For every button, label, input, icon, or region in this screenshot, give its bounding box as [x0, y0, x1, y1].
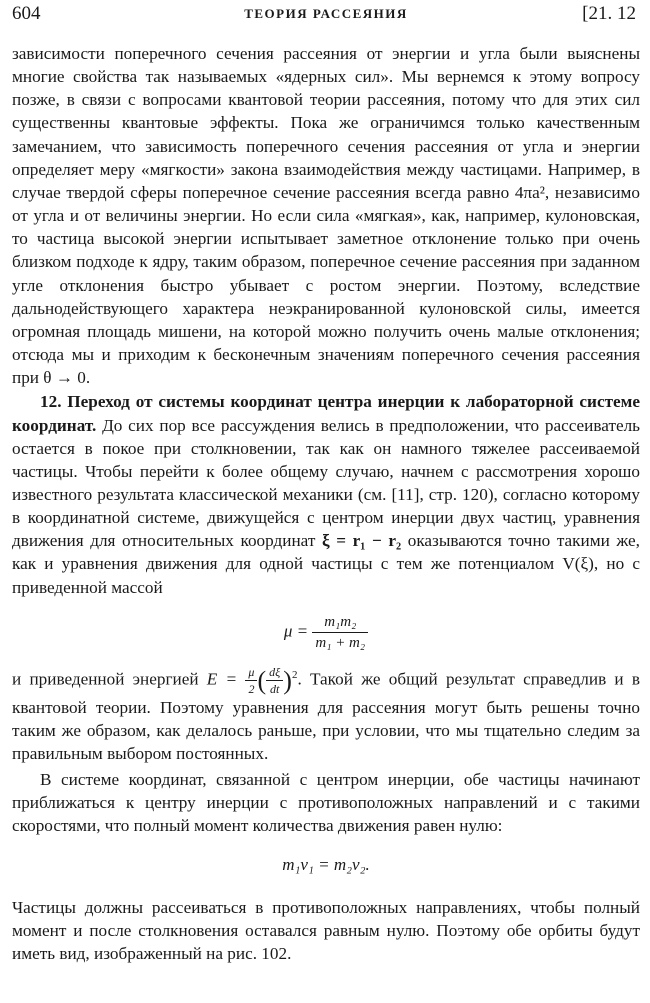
reduced-mass-fraction — [312, 613, 368, 652]
square-exponent: 2 — [291, 668, 298, 681]
velocity-fraction — [266, 665, 283, 696]
dt-denominator: dt — [270, 682, 280, 697]
relative-coordinate-equation: ξ = r₁ − r₂ — [321, 531, 402, 551]
paragraph-4: В системе координат, связанной с центром инерции, обе частицы начинают приближаться к центру инерции с противоположных направлений и с такими скоростями, что полный момент количества движения равен нулю: — [12, 769, 640, 835]
paragraph-2-text-a: До сих пор все рассуждения велись в предположении, что рассеиватель остается в покое при столкновении, так как он намного тяжелее рассеиваемой частицы. Чтобы перейти к более общему случаю, начнем с рассмотрения хорошо известного результата классической механики (см. [11], стр. 120), согласно которому в координатной системе, движущейся с центром инерции двух частиц, уравнения движения для относительных координат — [12, 415, 640, 551]
section-reference: [21. 12 — [582, 3, 636, 24]
reduced-mass-lhs: μ = — [283, 621, 309, 641]
body-text — [12, 42, 640, 966]
two-denominator: 2 — [248, 682, 255, 697]
section-heading: 12. Переход от системы координат центра инерции к лабораторной системе координат. — [12, 392, 640, 435]
paragraph-5: Частицы должны рассеиваться в противоположных направлениях, чтобы полный момент и после столкновения оставался равным нулю. Поэтому обе орбиты будут иметь вид, изображенный на рис. 102. — [12, 898, 640, 964]
paragraph-1: зависимости поперечного сечения рассеяния от энергии и угла были выяснены многие свойства так называемых «ядерных сил». Мы вернемся к этому вопросу позже, в связи с вопросами квантовой теории рассеяния, потому что для этих сил существенны квантовые эффекты. Пока же ограничимся только качественным замечанием, что зависимость поперечного сечения рассеяния от угла и энергии определяет меру «мягкости» закона взаимодействия между частицами. Например, в случае твердой сферы поперечное сечение рассеяния всегда равно 4πa², независимо от угла и от величины энергии. Но если сила «мягкая», как, например, кулоновская, то частица высокой энергии испытывает заметное отклонение только при очень близком подходе к ядру, таким образом, поперечное сечение рассеяния при заданном угле отклонения быстро убывает с ростом энергии. Поэтому, вследствие дальнодействующего характера неэкранированной кулоновской силы, имеется огромная площадь мишени, на которой можно получить очень малые отклонения; отсюда мы и приходим к бесконечным значениям поперечного сечения рассеяния при θ → 0. — [12, 44, 640, 388]
page-header — [12, 0, 640, 30]
page-number: 604 — [12, 3, 41, 24]
reduced-energy-lhs: E = — [206, 669, 238, 689]
reduced-mass-denominator: m₁ + m₂ — [315, 634, 366, 651]
mu-numerator: μ — [245, 665, 257, 681]
paragraph-3-text-a: и приведенной энергией — [12, 669, 207, 689]
momentum-equation: m₁v₁ = m₂v₂. — [282, 854, 370, 874]
paragraph-2-text-b: оказываются точно такими же, как и уравнения движения для одной частицы с тем же потенциалом V(ξ), но с приведенной массой — [12, 531, 640, 597]
running-title: ТЕОРИЯ РАССЕЯНИЯ — [244, 6, 408, 21]
paragraph-3: и приведенной энергией E = $\frac{\mu}{2}$ ( $\frac{d\xi}{dt}$ )$^2$. Такой же общий результат справедлив и в квантовой теории. Поэтому уравнения для рассеяния могут быть решены точно таким же образом, как делалось раньше, при условии, что мы тщательно следим за правильным выбором постоянных. — [12, 665, 640, 764]
reduced-mass-numerator: m₁m₂ — [312, 613, 368, 633]
paragraph-2 — [12, 390, 640, 598]
paragraph-3-text-b: . Такой же общий результат справедлив и в квантовой теории. Поэтому уравнения для рассеяния могут быть решены точно таким же образом, как делалось раньше, при условии, что мы тщательно следим за правильным выбором постоянных. — [12, 669, 640, 764]
reduced-mass-equation — [12, 613, 640, 652]
mu-over-two-fraction — [245, 665, 257, 696]
dxi-numerator: dξ — [266, 665, 283, 681]
